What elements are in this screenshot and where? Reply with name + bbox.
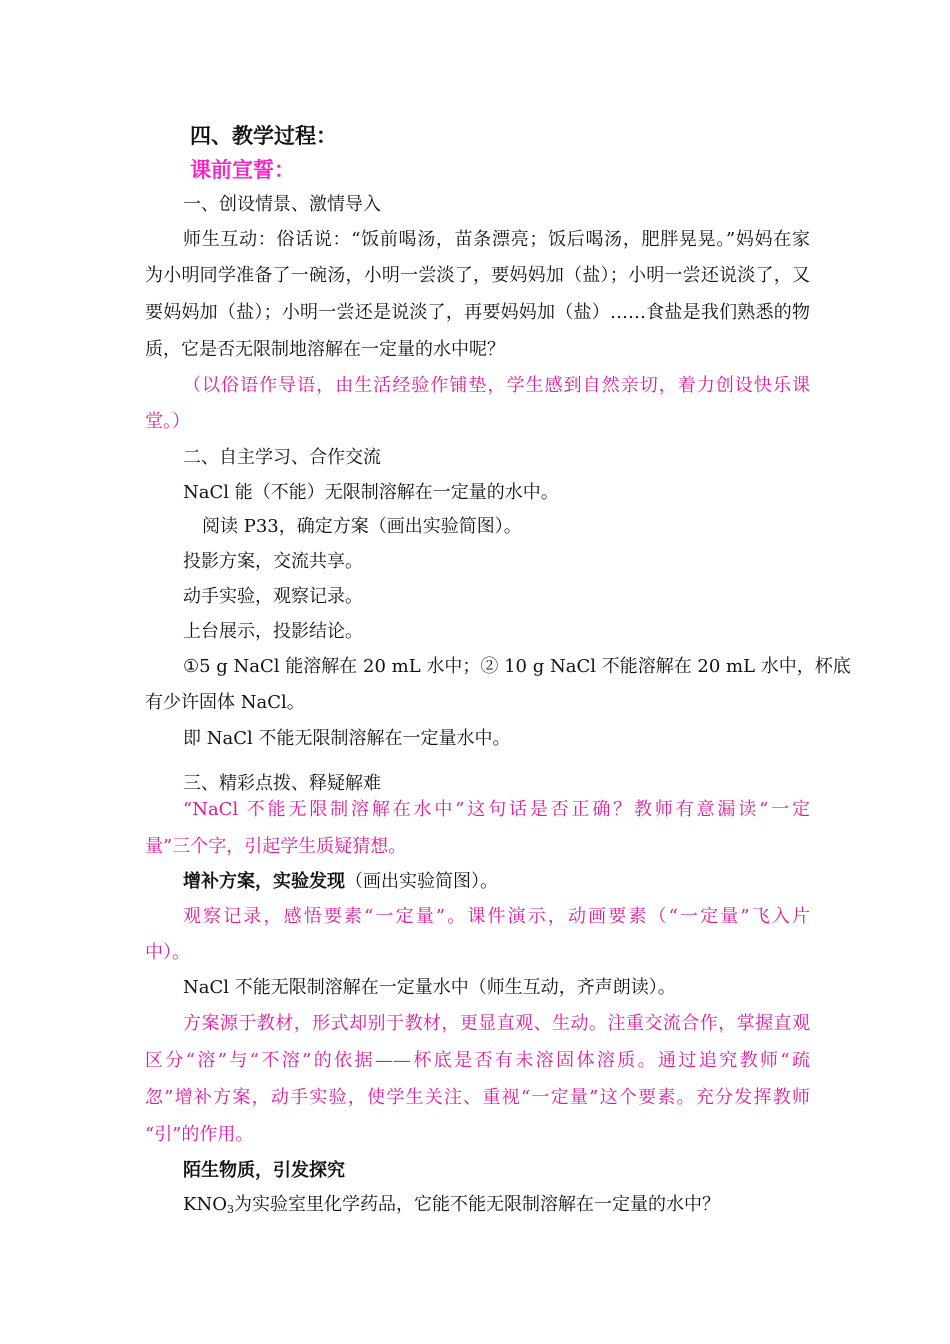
section3-title: 三、精彩点拨、释疑解难 (183, 773, 381, 794)
section1-title: 一、创设情景、激情导入 (183, 194, 381, 215)
kno3-rest: 为实验室里化学药品，它能不能无限制溶解在一定量的水中？ (233, 1194, 720, 1215)
section2-line-1: NaCl 能（不能）无限制溶解在一定量的水中。 (183, 482, 559, 503)
section3-subtitle: 陌生物质，引发探究 (183, 1160, 345, 1181)
section1-para-line-1: 师生互动：俗话说：“饭前喝汤，苗条漂亮；饭后喝汤，肥胖晃晃。”妈妈在家 (183, 229, 810, 250)
section3-comment-line-2: 区分“溶”与“不溶”的依据——杯底是否有未溶固体溶质。通过追究教师“疏 (145, 1050, 810, 1071)
pledge-heading: 课前宣誓： (190, 157, 295, 182)
section3-comment-line-1: 方案源于教材，形式却别于教材，更显直观、生动。注重交流合作，掌握直观 (183, 1013, 810, 1034)
section2-conclusion: 即 NaCl 不能无限制溶解在一定量水中。 (183, 728, 511, 749)
section1-para-line-4: 质，它是否无限制地溶解在一定量的水中呢？ (145, 339, 505, 360)
section2-result-line-1: ①5 g NaCl 能溶解在 20 mL 水中；② 10 g NaCl 不能溶解在 20 mL 水中，杯底 (183, 656, 851, 677)
section2-line-5: 上台展示，投影结论。 (183, 621, 363, 642)
section3-question-line-1: “NaCl 不能无限制溶解在水中”这句话是否正确？教师有意漏读“一定 (183, 799, 810, 820)
section2-result-line-2: 有少许固体 NaCl。 (145, 692, 305, 713)
section3-plan (183, 870, 810, 894)
section2-title: 二、自主学习、合作交流 (183, 447, 381, 468)
section3-statement: NaCl 不能无限制溶解在一定量水中（师生互动，齐声朗读）。 (183, 977, 676, 998)
section1-para-line-2: 为小明同学准备了一碗汤，小明一尝淡了，要妈妈加（盐）；小明一尝还说淡了，又 (145, 265, 810, 286)
section1-note-line-2: 堂。） (145, 411, 190, 432)
section3-observe-line-1: 观察记录，感悟要素“一定量”。课件演示，动画要素（“一定量”飞入片 (183, 906, 810, 927)
section2-line-3: 投影方案，交流共享。 (183, 551, 363, 572)
section-heading: 四、教学过程： (190, 123, 337, 148)
section3-plan-rest: （画出实验简图）。 (345, 871, 498, 892)
section3-comment-line-3: 忽”增补方案，动手实验，使学生关注、重视“一定量”这个要素。充分发挥教师 (145, 1087, 810, 1108)
section2-line-2: 阅读 P33，确定方案（画出实验简图）。 (202, 516, 522, 537)
section3-kno3-line (183, 1193, 810, 1217)
kno3-formula: KNO (183, 1194, 227, 1215)
section3-comment-line-4: “引”的作用。 (145, 1124, 254, 1145)
section3-question-line-2: 量”三个字，引起学生质疑猜想。 (145, 836, 407, 857)
section3-observe-line-2: 中）。 (145, 942, 190, 963)
kno3-subscript: 3 (226, 1203, 234, 1216)
section1-para-line-3: 要妈妈加（盐）；小明一尝还是说淡了，再要妈妈加（盐）……食盐是我们熟悉的物 (145, 302, 810, 323)
section1-note-line-1: （以俗语作导语，由生活经验作铺垫，学生感到自然亲切，着力创设快乐课 (183, 375, 810, 396)
section3-plan-bold: 增补方案，实验发现 (183, 871, 345, 892)
section2-line-4: 动手实验，观察记录。 (183, 586, 363, 607)
